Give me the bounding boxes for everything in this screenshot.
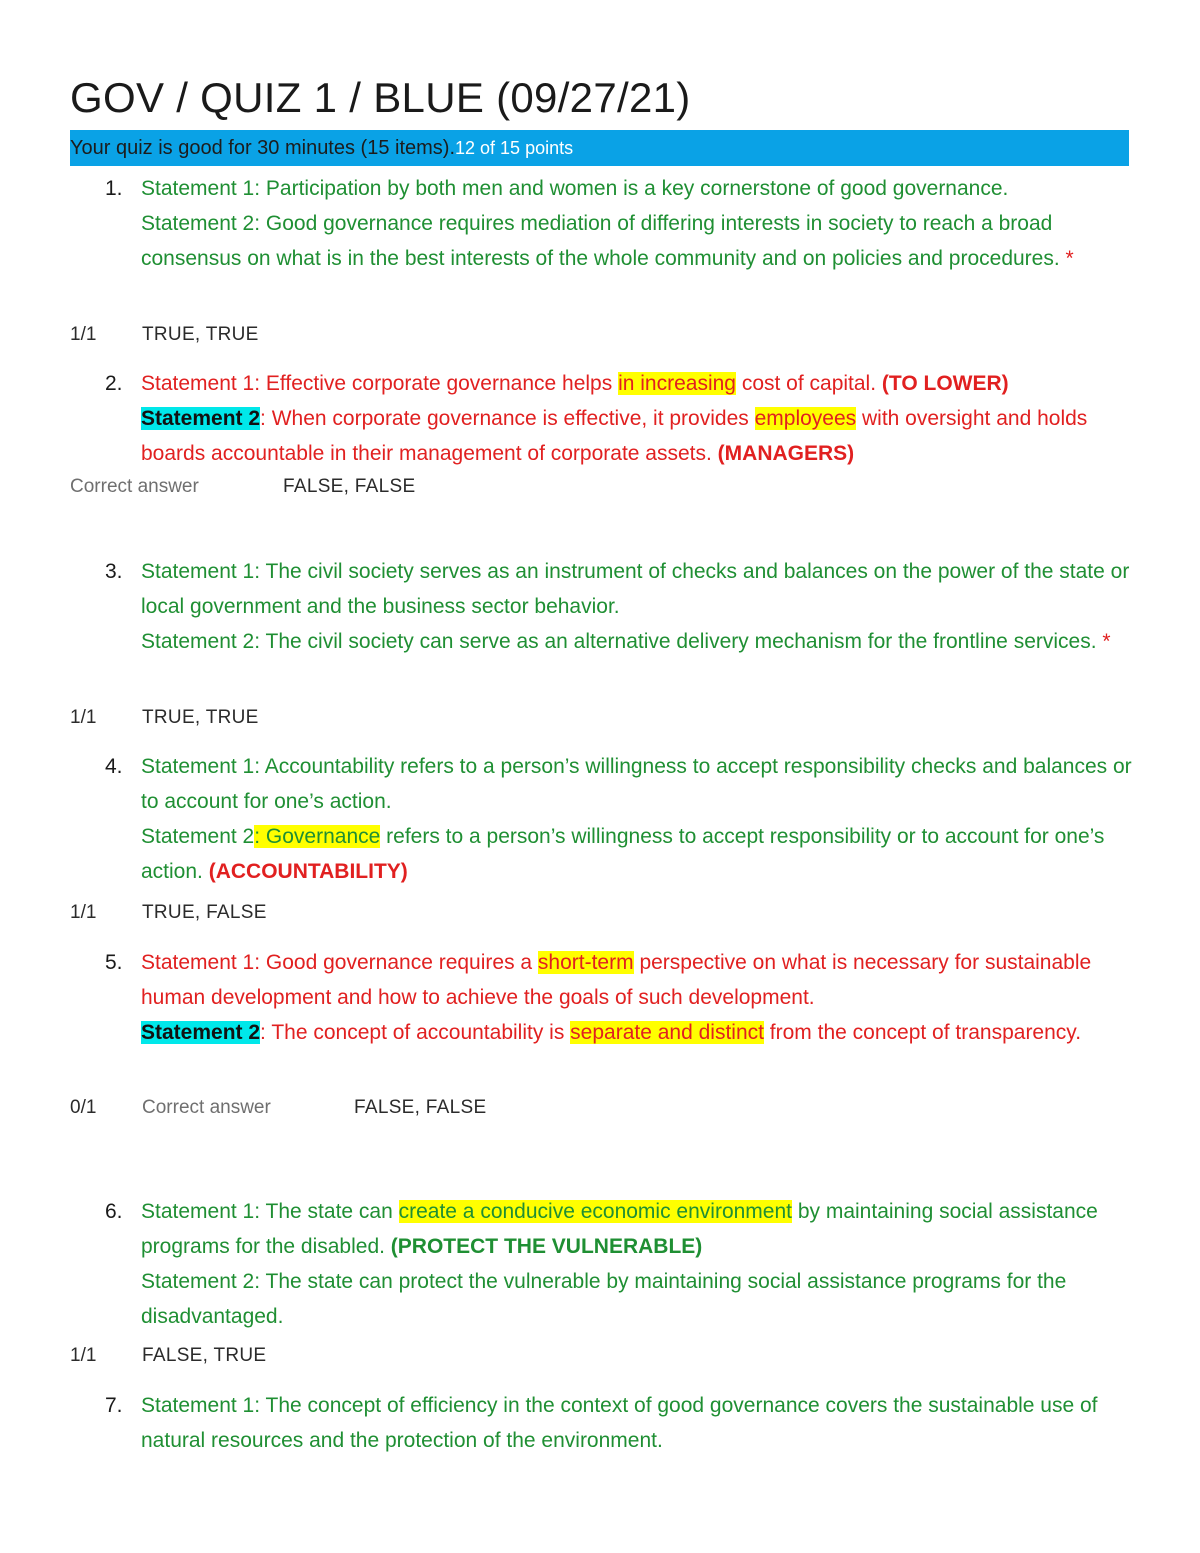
- statement-label: Statement 2: [141, 825, 255, 848]
- score: 1/1: [70, 324, 97, 345]
- answer: TRUE, TRUE: [142, 707, 259, 728]
- statement-label: Statement 1:: [141, 755, 261, 778]
- question-number: 2.: [105, 372, 123, 395]
- correction-note: (PROTECT THE VULNERABLE): [390, 1235, 703, 1258]
- statement-1: Statement 1: The civil society serves as an instrument of checks and balances on the power of the state or local government and the business sector behavior.: [141, 560, 1130, 618]
- question-text: [141, 554, 1141, 659]
- question-text: [141, 171, 1141, 276]
- score: 1/1: [70, 1345, 97, 1366]
- page-title: GOV / QUIZ 1 / BLUE (09/27/21): [70, 74, 691, 121]
- highlighted-error: : Governance: [254, 825, 381, 848]
- highlighted-error: in increasing: [618, 372, 736, 395]
- question-number: 6.: [105, 1200, 123, 1223]
- question-text: [141, 749, 1141, 889]
- statement-2: Statement 2: The civil society can serve as an alternative delivery mechanism for the frontline services. *: [141, 630, 1111, 653]
- quiz-info-banner: [70, 130, 1129, 166]
- required-asterisk: *: [1065, 247, 1074, 270]
- question-text: [141, 1194, 1141, 1334]
- statement-label: Statement 1:: [141, 1200, 261, 1223]
- statement-1: Statement 1: The state can create a conducive economic environment by maintaining social assistance programs for the disabled. (PROTECT THE VULNERABLE): [141, 1200, 1098, 1258]
- question-number: 5.: [105, 951, 123, 974]
- highlighted-error: separate and distinct: [570, 1021, 764, 1044]
- required-asterisk: *: [1102, 630, 1111, 653]
- question-text: [141, 1388, 1141, 1458]
- statement-label: Statement 2: [141, 407, 261, 430]
- statement-label: Statement 1:: [141, 1394, 261, 1417]
- highlighted-error: short-term: [537, 951, 634, 974]
- answer: FALSE, FALSE: [283, 476, 416, 497]
- statement-label: Statement 2:: [141, 1270, 261, 1293]
- score: 1/1: [70, 707, 97, 728]
- statement-1: Statement 1: Good governance requires a short-term perspective on what is necessary for sustainable human development and how to achieve the goals of such development.: [141, 951, 1092, 1009]
- score: 0/1: [70, 1097, 97, 1118]
- question-text: [141, 945, 1141, 1050]
- question-text: [141, 366, 1141, 471]
- answer: FALSE, FALSE: [354, 1097, 487, 1118]
- statement-label: Statement 1:: [141, 951, 261, 974]
- statement-label: Statement 1:: [141, 560, 261, 583]
- highlighted-error: create a conducive economic environment: [398, 1200, 792, 1223]
- correct-answer-label: Correct answer: [142, 1097, 271, 1118]
- correct-answer-label: Correct answer: [70, 476, 199, 497]
- question-number: 1.: [105, 177, 123, 200]
- statement-2: Statement 2: The state can protect the vulnerable by maintaining social assistance programs for the disadvantaged.: [141, 1270, 1067, 1328]
- highlighted-error: employees: [754, 407, 857, 430]
- statement-2: Statement 2: Good governance requires mediation of differing interests in society to reach a broad consensus on what is in the best interests of the whole community and on policies and procedures. *: [141, 212, 1074, 270]
- answer: TRUE, TRUE: [142, 324, 259, 345]
- question-number: 4.: [105, 755, 123, 778]
- quiz-instructions: Your quiz is good for 30 minutes (15 items).: [70, 137, 456, 159]
- question-number: 7.: [105, 1394, 123, 1417]
- answer: TRUE, FALSE: [142, 902, 267, 923]
- statement-label: Statement 2:: [141, 630, 261, 653]
- correction-note: (MANAGERS): [717, 442, 855, 465]
- statement-1: Statement 1: The concept of efficiency in the context of good governance covers the sustainable use of natural resources and the protection of the environment.: [141, 1394, 1098, 1452]
- question-number: 3.: [105, 560, 123, 583]
- statement-1: Statement 1: Accountability refers to a person’s willingness to accept responsibility checks and balances or to account for one’s action.: [141, 755, 1132, 813]
- statement-label: Statement 1:: [141, 372, 261, 395]
- statement-2: Statement 2: Governance refers to a person’s willingness to accept responsibility or to account for one’s action. (ACCOUNTABILITY): [141, 825, 1105, 883]
- statement-2: Statement 2: The concept of accountability is separate and distinct from the concept of transparency.: [141, 1021, 1082, 1044]
- statement-1: Statement 1: Participation by both men and women is a key cornerstone of good governance.: [141, 177, 1009, 200]
- correction-note: (ACCOUNTABILITY): [208, 860, 408, 883]
- statement-1: Statement 1: Effective corporate governance helps in increasing cost of capital. (TO LOWER): [141, 372, 1009, 395]
- correction-note: (TO LOWER): [881, 372, 1009, 395]
- statement-label: Statement 2:: [141, 212, 261, 235]
- statement-2: Statement 2: When corporate governance is effective, it provides employees with oversight and holds boards accountable in their management of corporate assets. (MANAGERS): [141, 407, 1088, 465]
- quiz-total-score: 12 of 15 points: [455, 138, 574, 158]
- statement-label: Statement 2: [141, 1021, 261, 1044]
- statement-label: Statement 1:: [141, 177, 261, 200]
- answer: FALSE, TRUE: [142, 1345, 267, 1366]
- score: 1/1: [70, 902, 97, 923]
